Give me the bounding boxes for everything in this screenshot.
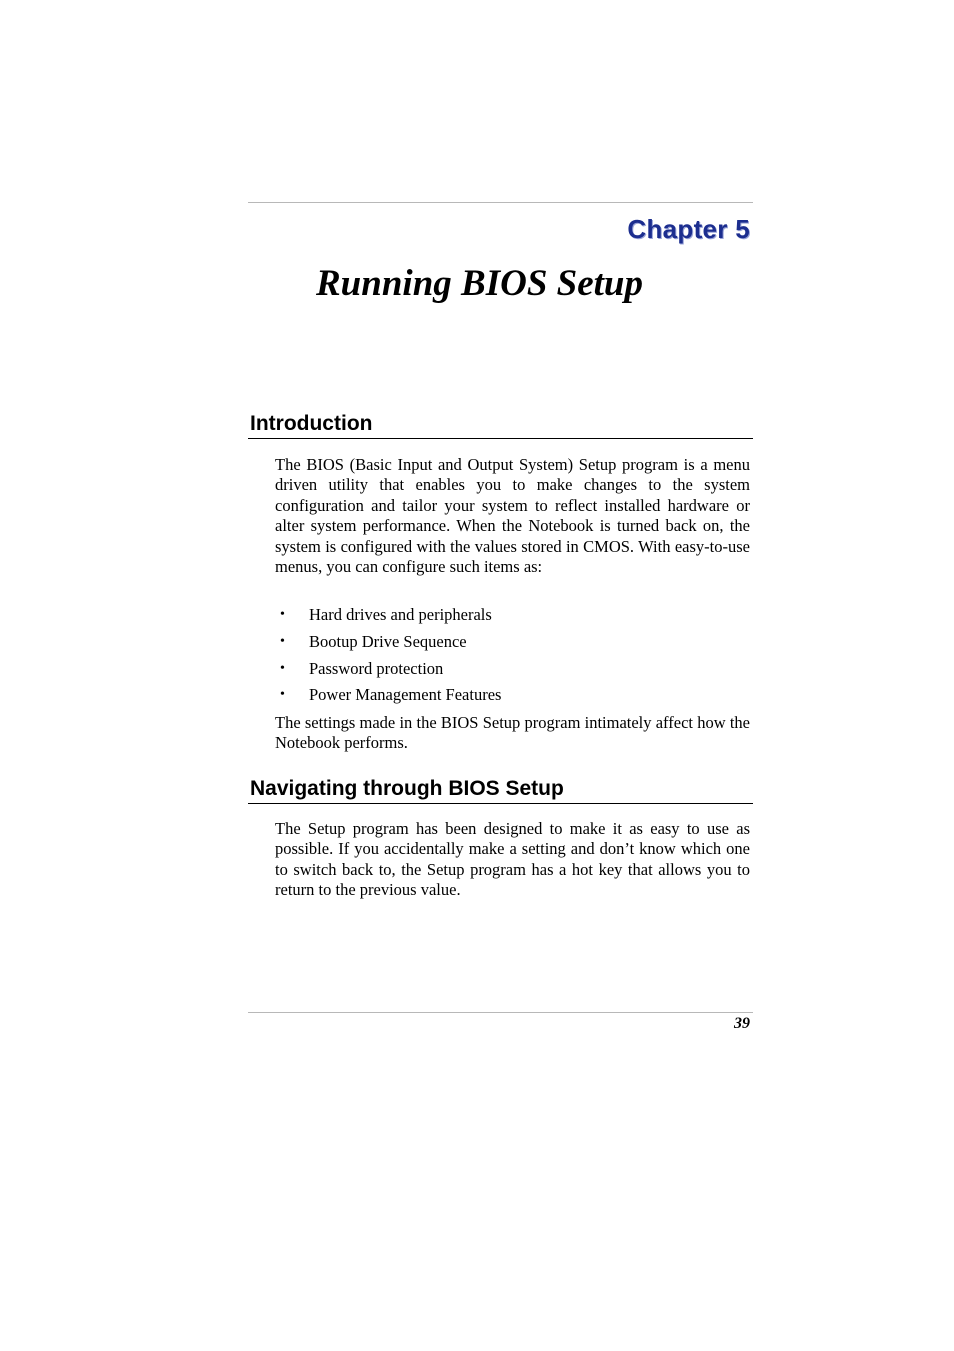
list-item bbox=[275, 604, 750, 631]
page-number: 39 bbox=[734, 1015, 750, 1032]
navigating-paragraph: The Setup program has been designed to make it as easy to use as possible. If you accidentally make a setting and don’t know which one to switch back to, the Setup program has a hot key that allows you to return to the previous value. bbox=[275, 819, 750, 900]
bullet-icon: • bbox=[280, 660, 285, 676]
section-heading-introduction: Introduction bbox=[248, 412, 753, 439]
list-item bbox=[275, 631, 750, 658]
bullet-icon: • bbox=[280, 607, 285, 622]
list-item bbox=[275, 658, 750, 685]
bullet-icon: • bbox=[280, 633, 285, 649]
list-item-text: Power Management Features bbox=[309, 685, 502, 705]
list-item-text: Hard drives and peripherals bbox=[309, 605, 492, 624]
section-heading-navigating: Navigating through BIOS Setup bbox=[248, 777, 753, 804]
chapter-title: Running BIOS Setup bbox=[316, 263, 644, 304]
list-item bbox=[275, 684, 750, 711]
footer-rule bbox=[248, 1012, 753, 1013]
header-rule bbox=[248, 202, 753, 203]
chapter-label: Chapter 5 bbox=[627, 214, 750, 244]
introduction-closing-paragraph: The settings made in the BIOS Setup program intimately affect how the Notebook performs. bbox=[275, 713, 750, 753]
bullet-icon: • bbox=[280, 687, 285, 703]
list-item-text: Bootup Drive Sequence bbox=[309, 631, 467, 651]
introduction-paragraph: The BIOS (Basic Input and Output System) Setup program is a menu driven utility that enables you to make changes to the system configuration and tailor your system to reflect installed hardware or alter system performance. When the Notebook is turned back on, the system is configured with the values stored in CMOS. With easy-to-use menus, you can configure such items as: bbox=[275, 455, 750, 577]
list-item-text: Password protection bbox=[309, 658, 444, 678]
configurable-items-list bbox=[275, 604, 750, 711]
